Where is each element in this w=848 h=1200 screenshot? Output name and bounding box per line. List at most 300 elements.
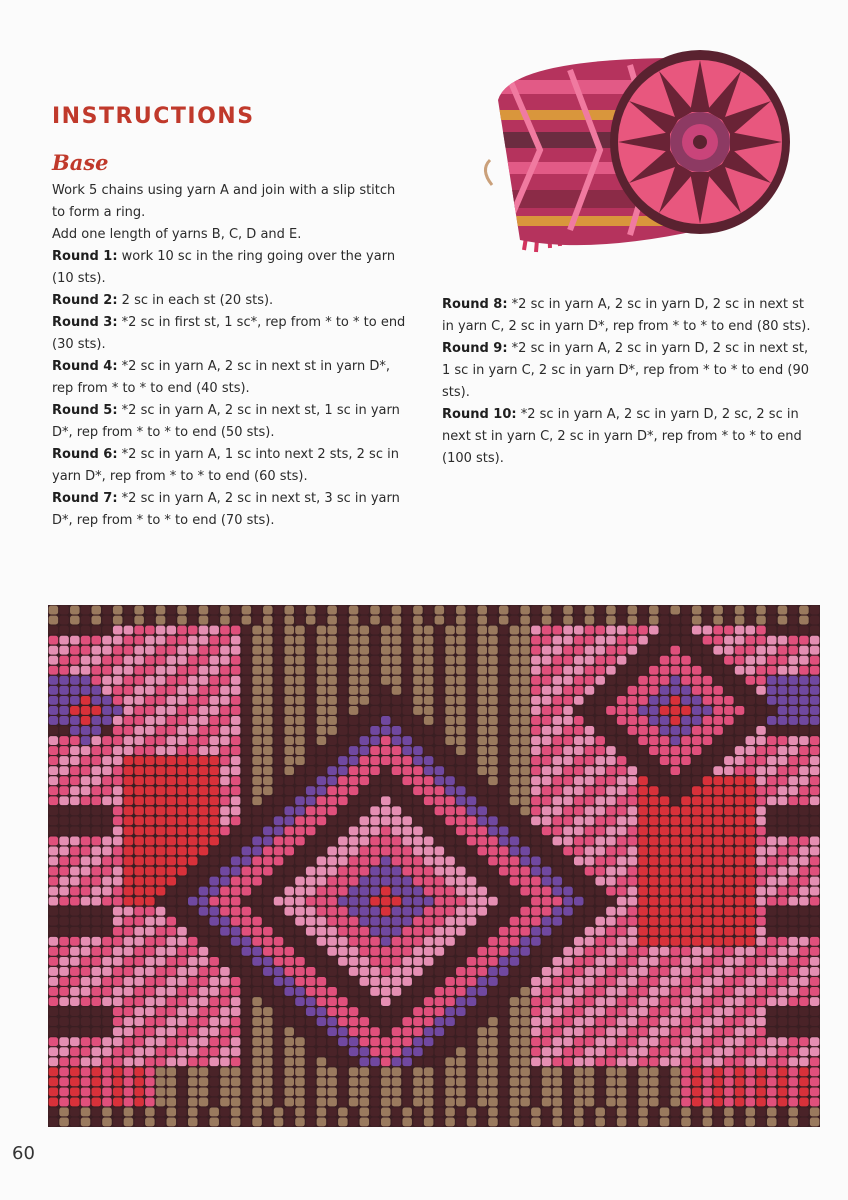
chart-stitch-cell: [692, 1007, 702, 1016]
chart-stitch-cell: [231, 967, 241, 976]
chart-stitch-cell: [542, 626, 552, 635]
chart-stitch-cell: [810, 756, 820, 765]
chart-stitch-cell: [167, 736, 177, 745]
chart-stitch-cell: [70, 877, 80, 886]
chart-stitch-cell: [199, 877, 209, 886]
chart-stitch-cell: [499, 786, 509, 795]
chart-stitch-cell: [317, 806, 327, 815]
chart-stitch-cell: [788, 826, 798, 835]
chart-stitch-cell: [746, 947, 756, 956]
chart-stitch-cell: [274, 776, 284, 785]
chart-stitch-cell: [681, 646, 691, 655]
chart-stitch-cell: [531, 1037, 541, 1046]
chart-stitch-cell: [81, 776, 91, 785]
chart-stitch-cell: [660, 857, 670, 866]
chart-stitch-cell: [188, 847, 198, 856]
chart-stitch-cell: [188, 716, 198, 725]
chart-stitch-cell: [531, 1118, 541, 1127]
chart-stitch-cell: [381, 666, 391, 675]
chart-stitch-cell: [167, 1057, 177, 1066]
chart-stitch-cell: [703, 1037, 713, 1046]
chart-stitch-cell: [435, 736, 445, 745]
chart-stitch-cell: [735, 967, 745, 976]
chart-stitch-cell: [242, 616, 252, 625]
chart-stitch-cell: [220, 776, 230, 785]
colorwork-grid-chart: [48, 605, 820, 1127]
chart-stitch-cell: [102, 1077, 112, 1086]
chart-stitch-cell: [456, 907, 466, 916]
chart-stitch-cell: [370, 847, 380, 856]
chart-stitch-cell: [360, 806, 370, 815]
chart-stitch-cell: [746, 1067, 756, 1076]
chart-stitch-cell: [156, 736, 166, 745]
chart-stitch-cell: [360, 746, 370, 755]
chart-stitch-cell: [767, 1118, 777, 1127]
chart-stitch-cell: [124, 766, 134, 775]
chart-stitch-cell: [284, 1067, 294, 1076]
chart-stitch-cell: [713, 957, 723, 966]
chart-stitch-cell: [756, 786, 766, 795]
chart-stitch-cell: [628, 1027, 638, 1036]
chart-stitch-cell: [788, 656, 798, 665]
chart-stitch-cell: [746, 867, 756, 876]
chart-stitch-cell: [134, 1108, 144, 1117]
chart-stitch-cell: [156, 947, 166, 956]
chart-stitch-cell: [252, 666, 262, 675]
chart-stitch-cell: [467, 997, 477, 1006]
chart-stitch-cell: [660, 696, 670, 705]
chart-stitch-cell: [778, 1087, 788, 1096]
chart-stitch-cell: [145, 626, 155, 635]
chart-stitch-cell: [284, 676, 294, 685]
chart-stitch-cell: [660, 987, 670, 996]
chart-stitch-cell: [124, 1057, 134, 1066]
chart-stitch-cell: [617, 1037, 627, 1046]
chart-stitch-cell: [510, 1067, 520, 1076]
chart-stitch-cell: [424, 857, 434, 866]
chart-stitch-cell: [563, 907, 573, 916]
chart-stitch-cell: [338, 746, 348, 755]
chart-stitch-cell: [220, 1037, 230, 1046]
chart-stitch-cell: [681, 1087, 691, 1096]
chart-stitch-cell: [156, 616, 166, 625]
chart-stitch-cell: [670, 927, 680, 936]
chart-stitch-cell: [124, 1067, 134, 1076]
chart-stitch-cell: [628, 997, 638, 1006]
chart-stitch-cell: [660, 816, 670, 825]
chart-stitch-cell: [735, 1067, 745, 1076]
chart-stitch-cell: [188, 1108, 198, 1117]
chart-stitch-cell: [188, 1037, 198, 1046]
chart-stitch-cell: [392, 937, 402, 946]
chart-stitch-cell: [360, 1067, 370, 1076]
chart-stitch-cell: [617, 947, 627, 956]
chart-stitch-cell: [778, 937, 788, 946]
chart-stitch-cell: [681, 766, 691, 775]
chart-stitch-cell: [392, 977, 402, 986]
chart-stitch-cell: [520, 1087, 530, 1096]
chart-stitch-cell: [756, 776, 766, 785]
chart-stitch-cell: [156, 796, 166, 805]
chart-stitch-cell: [488, 816, 498, 825]
chart-stitch-cell: [585, 927, 595, 936]
chart-stitch-cell: [274, 746, 284, 755]
chart-stitch-cell: [113, 676, 123, 685]
chart-stitch-cell: [520, 1007, 530, 1016]
chart-stitch-cell: [649, 706, 659, 715]
chart-stitch-cell: [617, 746, 627, 755]
chart-stitch-cell: [477, 897, 487, 906]
chart-stitch-cell: [735, 736, 745, 745]
chart-stitch-cell: [617, 836, 627, 845]
chart-stitch-cell: [467, 816, 477, 825]
chart-stitch-cell: [724, 706, 734, 715]
chart-stitch-cell: [585, 957, 595, 966]
chart-stitch-cell: [91, 646, 101, 655]
chart-stitch-cell: [360, 766, 370, 775]
chart-stitch-cell: [134, 606, 144, 615]
chart-stitch-cell: [317, 907, 327, 916]
chart-stitch-cell: [746, 847, 756, 856]
chart-stitch-cell: [456, 1047, 466, 1056]
chart-stitch-cell: [274, 696, 284, 705]
chart-stitch-cell: [306, 806, 316, 815]
chart-stitch-cell: [692, 696, 702, 705]
chart-stitch-cell: [735, 1017, 745, 1026]
chart-stitch-cell: [735, 867, 745, 876]
chart-stitch-cell: [167, 626, 177, 635]
chart-stitch-cell: [402, 907, 412, 916]
chart-stitch-cell: [703, 977, 713, 986]
chart-stitch-cell: [563, 977, 573, 986]
chart-stitch-cell: [199, 656, 209, 665]
chart-stitch-cell: [413, 606, 423, 615]
chart-stitch-cell: [606, 646, 616, 655]
chart-stitch-cell: [113, 736, 123, 745]
chart-stitch-cell: [681, 1037, 691, 1046]
chart-stitch-cell: [746, 636, 756, 645]
chart-stitch-cell: [574, 646, 584, 655]
chart-stitch-cell: [91, 726, 101, 735]
chart-stitch-cell: [703, 1007, 713, 1016]
chart-stitch-cell: [199, 977, 209, 986]
chart-stitch-cell: [692, 806, 702, 815]
chart-stitch-cell: [638, 646, 648, 655]
chart-stitch-cell: [649, 1047, 659, 1056]
chart-stitch-cell: [660, 877, 670, 886]
chart-stitch-cell: [735, 927, 745, 936]
chart-stitch-cell: [124, 666, 134, 675]
chart-stitch-cell: [177, 867, 187, 876]
chart-stitch-cell: [242, 1077, 252, 1086]
chart-stitch-cell: [49, 967, 59, 976]
chart-stitch-cell: [49, 776, 59, 785]
chart-stitch-cell: [113, 977, 123, 986]
chart-stitch-cell: [81, 967, 91, 976]
chart-stitch-cell: [692, 766, 702, 775]
chart-stitch-cell: [370, 897, 380, 906]
chart-stitch-cell: [338, 776, 348, 785]
round-instruction: Round 5: *2 sc in yarn A, 2 sc in next st, 1 sc in yarn D*, rep from * to * to end (50 sts).: [52, 403, 400, 440]
chart-stitch-cell: [756, 826, 766, 835]
chart-stitch-cell: [231, 1017, 241, 1026]
chart-stitch-cell: [81, 786, 91, 795]
chart-stitch-cell: [488, 877, 498, 886]
chart-stitch-cell: [445, 636, 455, 645]
chart-stitch-cell: [49, 816, 59, 825]
chart-stitch-cell: [424, 867, 434, 876]
chart-stitch-cell: [252, 706, 262, 715]
chart-stitch-cell: [638, 786, 648, 795]
chart-stitch-cell: [209, 987, 219, 996]
chart-stitch-cell: [167, 977, 177, 986]
chart-stitch-cell: [649, 626, 659, 635]
chart-stitch-cell: [402, 606, 412, 615]
chart-stitch-cell: [381, 1097, 391, 1106]
chart-stitch-cell: [617, 967, 627, 976]
chart-stitch-cell: [488, 616, 498, 625]
chart-stitch-cell: [381, 1017, 391, 1026]
chart-stitch-cell: [746, 816, 756, 825]
chart-stitch-cell: [574, 656, 584, 665]
chart-stitch-cell: [499, 626, 509, 635]
chart-stitch-cell: [284, 937, 294, 946]
chart-stitch-cell: [424, 847, 434, 856]
chart-stitch-cell: [499, 927, 509, 936]
chart-stitch-cell: [810, 1077, 820, 1086]
chart-stitch-cell: [220, 877, 230, 886]
chart-stitch-cell: [199, 636, 209, 645]
chart-stitch-cell: [156, 857, 166, 866]
chart-stitch-cell: [327, 1067, 337, 1076]
chart-stitch-cell: [585, 626, 595, 635]
chart-stitch-cell: [274, 917, 284, 926]
chart-stitch-cell: [649, 1007, 659, 1016]
chart-stitch-cell: [49, 917, 59, 926]
chart-stitch-cell: [799, 626, 809, 635]
chart-stitch-cell: [799, 696, 809, 705]
chart-stitch-cell: [220, 806, 230, 815]
chart-stitch-cell: [810, 1057, 820, 1066]
chart-stitch-cell: [242, 816, 252, 825]
chart-stitch-cell: [124, 917, 134, 926]
chart-stitch-cell: [424, 786, 434, 795]
chart-stitch-cell: [381, 1118, 391, 1127]
chart-stitch-cell: [177, 907, 187, 916]
chart-stitch-cell: [145, 696, 155, 705]
chart-stitch-cell: [381, 626, 391, 635]
chart-stitch-cell: [295, 836, 305, 845]
chart-stitch-cell: [660, 836, 670, 845]
chart-stitch-cell: [681, 937, 691, 946]
chart-stitch-cell: [199, 987, 209, 996]
chart-stitch-cell: [585, 1057, 595, 1066]
chart-stitch-cell: [49, 726, 59, 735]
chart-stitch-cell: [381, 957, 391, 966]
chart-stitch-cell: [585, 1087, 595, 1096]
chart-stitch-cell: [231, 836, 241, 845]
chart-stitch-cell: [124, 1027, 134, 1036]
chart-stitch-cell: [306, 947, 316, 956]
chart-stitch-cell: [317, 897, 327, 906]
chart-stitch-cell: [167, 1027, 177, 1036]
chart-stitch-cell: [488, 937, 498, 946]
chart-stitch-cell: [713, 1097, 723, 1106]
chart-stitch-cell: [145, 606, 155, 615]
chart-stitch-cell: [381, 826, 391, 835]
chart-stitch-cell: [360, 897, 370, 906]
chart-stitch-cell: [167, 1118, 177, 1127]
chart-stitch-cell: [145, 987, 155, 996]
chart-stitch-cell: [102, 606, 112, 615]
chart-stitch-cell: [553, 987, 563, 996]
chart-stitch-cell: [638, 826, 648, 835]
chart-stitch-cell: [306, 1017, 316, 1026]
chart-stitch-cell: [338, 676, 348, 685]
chart-stitch-cell: [638, 967, 648, 976]
chart-stitch-cell: [606, 816, 616, 825]
chart-stitch-cell: [756, 816, 766, 825]
chart-stitch-cell: [306, 857, 316, 866]
chart-stitch-cell: [177, 716, 187, 725]
chart-stitch-cell: [295, 937, 305, 946]
chart-stitch-cell: [520, 987, 530, 996]
chart-stitch-cell: [370, 636, 380, 645]
chart-stitch-cell: [660, 686, 670, 695]
chart-stitch-cell: [456, 1057, 466, 1066]
chart-stitch-cell: [574, 917, 584, 926]
instructions-heading: INSTRUCTIONS: [52, 104, 255, 129]
chart-stitch-cell: [703, 1067, 713, 1076]
chart-stitch-cell: [349, 937, 359, 946]
chart-stitch-cell: [242, 917, 252, 926]
chart-stitch-cell: [670, 776, 680, 785]
chart-stitch-cell: [49, 957, 59, 966]
chart-stitch-cell: [91, 927, 101, 936]
chart-stitch-cell: [392, 1057, 402, 1066]
chart-stitch-cell: [124, 776, 134, 785]
chart-stitch-cell: [284, 1087, 294, 1096]
chart-stitch-cell: [91, 786, 101, 795]
chart-stitch-cell: [488, 756, 498, 765]
chart-stitch-cell: [413, 756, 423, 765]
chart-stitch-cell: [209, 736, 219, 745]
chart-stitch-cell: [606, 947, 616, 956]
chart-stitch-cell: [242, 1067, 252, 1076]
chart-stitch-cell: [91, 1037, 101, 1046]
chart-stitch-cell: [767, 897, 777, 906]
chart-stitch-cell: [360, 1097, 370, 1106]
chart-stitch-cell: [746, 937, 756, 946]
chart-stitch-cell: [370, 836, 380, 845]
chart-stitch-cell: [692, 776, 702, 785]
chart-stitch-cell: [124, 686, 134, 695]
chart-stitch-cell: [306, 1087, 316, 1096]
chart-stitch-cell: [703, 877, 713, 886]
chart-stitch-cell: [263, 1037, 273, 1046]
chart-stitch-cell: [113, 776, 123, 785]
chart-stitch-cell: [167, 786, 177, 795]
chart-stitch-cell: [424, 716, 434, 725]
chart-stitch-cell: [660, 746, 670, 755]
chart-stitch-cell: [595, 917, 605, 926]
chart-stitch-cell: [477, 776, 487, 785]
chart-stitch-cell: [778, 1027, 788, 1036]
chart-stitch-cell: [467, 1027, 477, 1036]
chart-stitch-cell: [585, 756, 595, 765]
chart-stitch-cell: [724, 1007, 734, 1016]
chart-stitch-cell: [692, 907, 702, 916]
chart-stitch-cell: [767, 977, 777, 986]
chart-stitch-cell: [370, 756, 380, 765]
chart-stitch-cell: [703, 1047, 713, 1056]
chart-stitch-cell: [295, 857, 305, 866]
chart-stitch-cell: [595, 666, 605, 675]
chart-stitch-cell: [510, 836, 520, 845]
chart-stitch-cell: [145, 636, 155, 645]
chart-stitch-cell: [231, 726, 241, 735]
chart-stitch-cell: [156, 847, 166, 856]
chart-stitch-cell: [370, 1087, 380, 1096]
chart-stitch-cell: [263, 857, 273, 866]
chart-stitch-cell: [113, 997, 123, 1006]
chart-stitch-cell: [220, 997, 230, 1006]
chart-stitch-cell: [91, 736, 101, 745]
chart-stitch-cell: [59, 656, 69, 665]
chart-stitch-cell: [445, 746, 455, 755]
chart-stitch-cell: [617, 676, 627, 685]
chart-stitch-cell: [124, 636, 134, 645]
chart-stitch-cell: [585, 1077, 595, 1086]
chart-stitch-cell: [188, 977, 198, 986]
chart-stitch-cell: [242, 746, 252, 755]
chart-stitch-cell: [349, 816, 359, 825]
chart-stitch-cell: [617, 887, 627, 896]
chart-stitch-cell: [199, 646, 209, 655]
chart-stitch-cell: [585, 977, 595, 986]
chart-stitch-cell: [49, 606, 59, 615]
chart-stitch-cell: [510, 766, 520, 775]
chart-stitch-cell: [628, 1057, 638, 1066]
chart-stitch-cell: [767, 666, 777, 675]
chart-stitch-cell: [520, 997, 530, 1006]
chart-stitch-cell: [156, 1007, 166, 1016]
chart-stitch-cell: [435, 646, 445, 655]
chart-stitch-cell: [488, 636, 498, 645]
chart-stitch-cell: [134, 766, 144, 775]
chart-stitch-cell: [81, 1047, 91, 1056]
chart-stitch-cell: [199, 967, 209, 976]
chart-stitch-cell: [628, 766, 638, 775]
chart-stitch-cell: [242, 806, 252, 815]
chart-stitch-cell: [360, 1027, 370, 1036]
chart-stitch-cell: [746, 656, 756, 665]
chart-stitch-cell: [746, 746, 756, 755]
chart-stitch-cell: [670, 626, 680, 635]
chart-stitch-cell: [231, 1087, 241, 1096]
chart-stitch-cell: [606, 716, 616, 725]
chart-stitch-cell: [520, 907, 530, 916]
chart-stitch-cell: [692, 887, 702, 896]
chart-stitch-cell: [263, 1108, 273, 1117]
chart-stitch-cell: [70, 626, 80, 635]
chart-stitch-cell: [810, 987, 820, 996]
chart-stitch-cell: [209, 967, 219, 976]
chart-stitch-cell: [617, 716, 627, 725]
chart-stitch-cell: [767, 806, 777, 815]
chart-stitch-cell: [692, 857, 702, 866]
chart-stitch-cell: [156, 756, 166, 765]
